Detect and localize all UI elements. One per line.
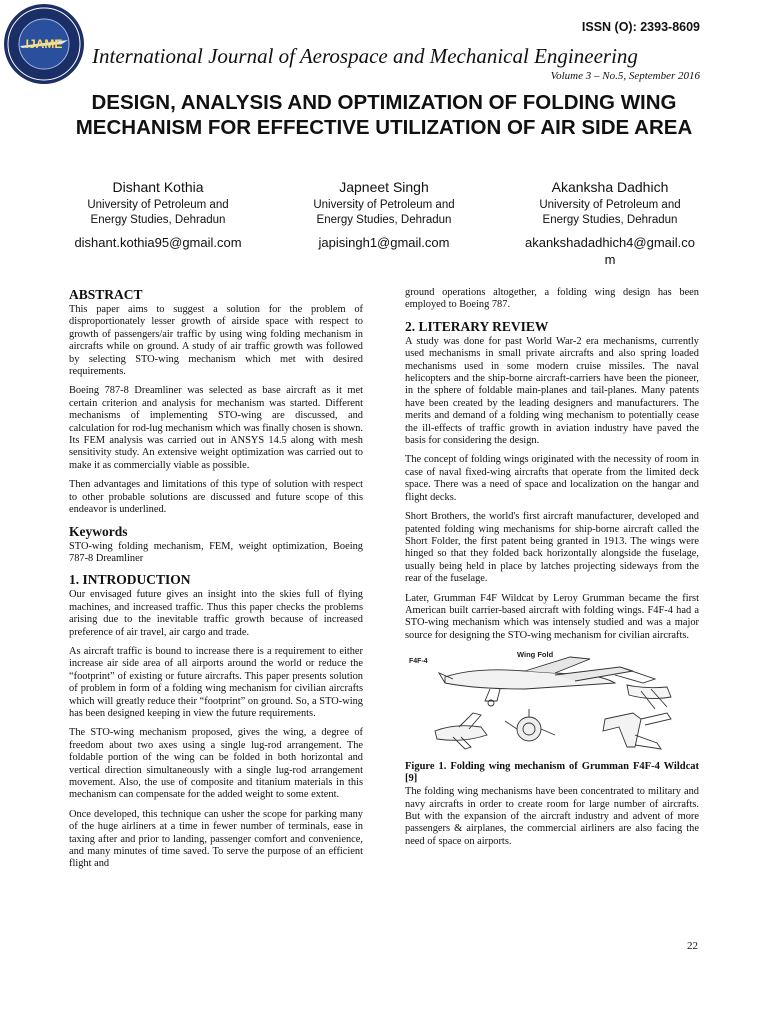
abstract-paragraph: Boeing 787-8 Dreamliner was selected as base aircraft as it met certain criterion and analysis for mechanism was started. Different mechanisms of implementing STO-wing are discussed, and calculation for rod-lug mechanism which was finally chosen is shown. Its FEM analysis was carried out in ANSYS 14.5 along with mesh sensitivity study. An extensive weight optimization was carried out to make it as commercially viable as possible.	[69, 385, 363, 471]
figure-caption: Figure 1. Folding wing mechanism of Grumman F4F-4 Wildcat [9]	[405, 761, 699, 785]
journal-logo	[2, 2, 86, 86]
volume-info: Volume 3 – No.5, September 2016	[550, 70, 700, 82]
introduction-paragraph: As aircraft traffic is bound to increase there is a requirement to either increase air side area of all airports around the world or reduce the “footprint” of existing or future aircrafts. This paper presents solution of problem in form of a folding wing mechanism for civilian aircrafts which will greatly reduce their “footprint” on ground. So, a STO-wing has been designed keeping in view the future requirements.	[69, 645, 363, 719]
wing-fold-illustration	[405, 649, 699, 757]
figure-model-label: F4F-4	[409, 658, 428, 666]
author-email[interactable]: japisingh1@gmail.com	[318, 235, 450, 250]
journal-logo-emblem	[2, 2, 86, 86]
right-column	[405, 287, 699, 855]
keywords-text: STO-wing folding mechanism, FEM, weight optimization, Boeing 787-8 Dreamliner	[69, 540, 363, 564]
author-email[interactable]: dishant.kothia95@gmail.com	[74, 235, 242, 250]
author-2	[294, 178, 474, 251]
figure-title-label: Wing Fold	[517, 650, 554, 660]
author-affiliation: University of Petroleum and Energy Studies, Dehradun	[539, 199, 681, 226]
author-affiliation: University of Petroleum and Energy Studies, Dehradun	[87, 199, 229, 226]
literary-review-paragraph: A study was done for past World War-2 era mechanisms, currently used mechanisms in small private aircrafts and also spring loaded mechanisms used in some modern cruise missiles. The naval helicopters and the ship-borne aircraft-carriers have been the pioneer, in the sphere of foldable main-planes and tail-planes. Many patents have been created by the leading designers and manufacturers. The merits and demand of a folding wing mechanism to potentially cease the ill-effects of traffic growth in aviation industry have paved the basis for considering the design.	[405, 335, 699, 447]
left-column	[69, 287, 363, 878]
author-name: Akanksha Dadhich	[551, 179, 669, 195]
literary-review-heading: 2. LITERARY REVIEW	[405, 318, 549, 334]
literary-review-paragraph: Later, Grumman F4F Wildcat by Leroy Grumman became the first American built carrier-based aircraft with folding wings. F4F-4 had a STO-wing mechanism which was intensely studied and was a major source for designing the STO-wing mechanism for civilian aircrafts.	[405, 592, 699, 641]
introduction-paragraph: Our envisaged future gives an insight into the skies full of flying machines, and increased traffic. Thus this paper checks the problems arising due to the inevitable traffic growth because of increased preference of air travel, air cargo and trade.	[69, 589, 363, 638]
author-1	[68, 178, 248, 251]
author-affiliation: University of Petroleum and Energy Studies, Dehradun	[313, 199, 455, 226]
literary-review-paragraph: Short Brothers, the world's first aircraft manufacturer, developed and patented folding wing mechanisms for ship-borne aircraft called the Short Folder, the first patent being granted in 1913. The wings were hinged so that they folded back horizontally alongside the fuselage, usually being held in place by latches projecting sideways from the rear of the fuselage.	[405, 511, 699, 585]
introduction-paragraph: Once developed, this technique can usher the scope for parking many of the huge airliners at a time in fewer number of terminals, ease in taxing after and prior to landing, passenger comfort and convenience, and many minutes of time saved. To serve the purpose of an efficient flight and	[69, 808, 363, 870]
author-email[interactable]: akankshadadhich4@gmail.com	[524, 235, 696, 267]
author-3	[520, 178, 700, 268]
author-name: Japneet Singh	[339, 179, 429, 195]
journal-name: International Journal of Aerospace and Mechanical Engineering	[92, 44, 638, 68]
literary-review-paragraph: The concept of folding wings originated with the necessity of room in case of naval fixed-wing aircrafts that operate from the limited deck space. There was a need of space and localization on the hangar and flight decks.	[405, 454, 699, 503]
abstract-paragraph: Then advantages and limitations of this type of solution with respect to other probable solutions are discussed and future scope of this endeavor is underlined.	[69, 479, 363, 516]
figure-wing-fold	[405, 649, 699, 757]
page-number: 22	[687, 940, 698, 952]
closing-paragraph: The folding wing mechanisms have been concentrated to military and navy aircrafts in order to create room for large number of aircrafts. But with the expansion of the aircraft industry and advent of more passengers & airplanes, the commercial airliners are also facing the need of space on airports.	[405, 786, 699, 847]
continuation-paragraph: ground operations altogether, a folding wing design has been employed to Boeing 787.	[405, 287, 699, 311]
issn: ISSN (O): 2393-8609	[581, 20, 700, 34]
abstract-heading: ABSTRACT	[69, 287, 143, 302]
introduction-heading: 1. INTRODUCTION	[69, 572, 191, 588]
abstract-paragraph: This paper aims to suggest a solution for the problem of disproportionately lesser growth of airside space with respect to growth of passengers/air traffic by using wing folding mechanism in aircrafts while on ground. A study of air traffic growth was followed by selecting STO-wing mechanism which met with desired requirements.	[69, 304, 363, 378]
keywords-heading: Keywords	[69, 523, 128, 539]
author-name: Dishant Kothia	[112, 179, 204, 195]
paper-title: DESIGN, ANALYSIS AND OPTIMIZATION OF FOLDING WING MECHANISM FOR EFFECTIVE UTILIZATION OF AIR SIDE AREA	[75, 91, 693, 139]
logo-text: IJAME	[25, 37, 63, 51]
introduction-paragraph: The STO-wing mechanism proposed, gives the wing, a degree of freedom about two axes using a single lug-rod arrangement. The foldable portion of the wing can be folded in both horizontal and vertical direction simultaneously with a single lug-rod arrangement movement. Also, the use of composite and titanium materials in this mechanism can compensate for the added weight to some extent.	[69, 727, 363, 801]
